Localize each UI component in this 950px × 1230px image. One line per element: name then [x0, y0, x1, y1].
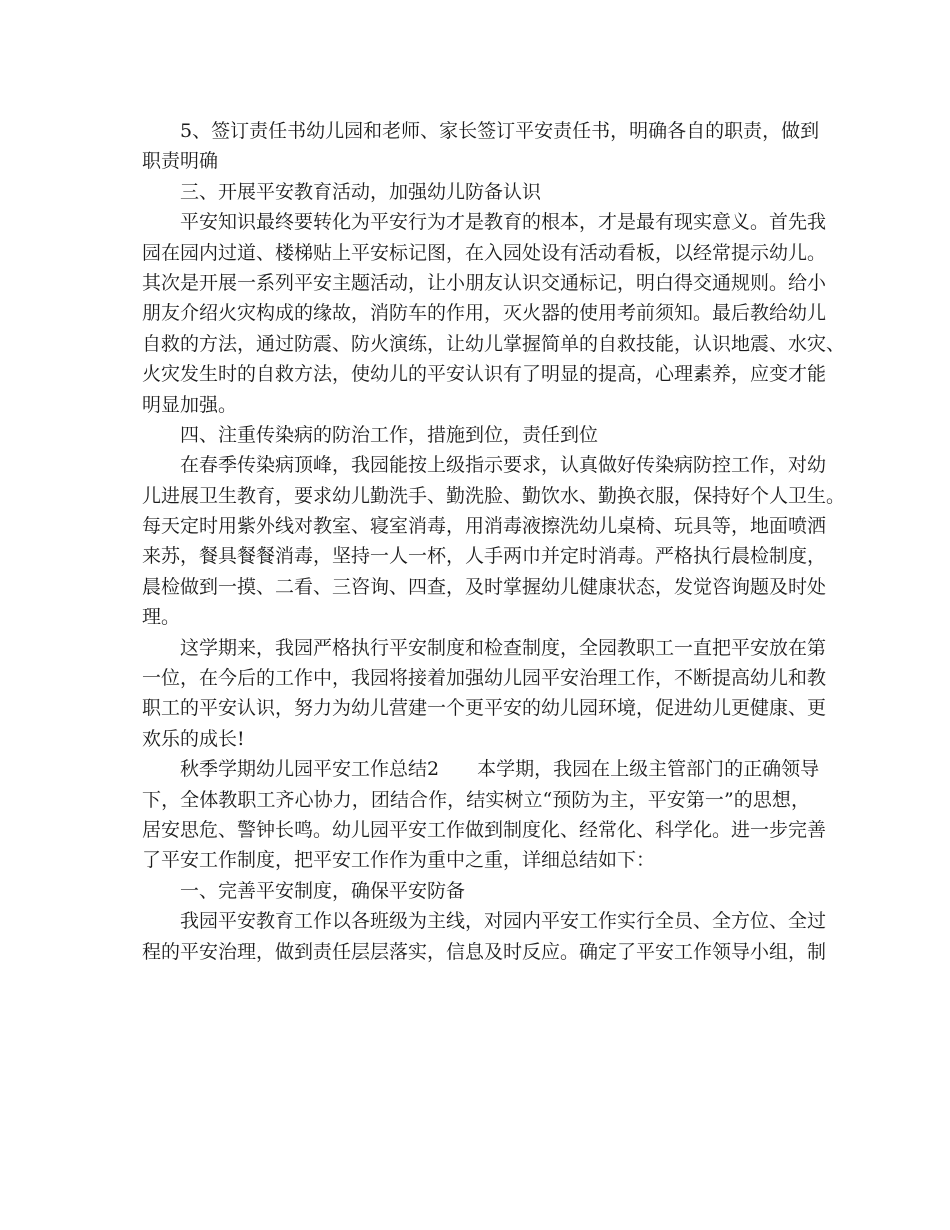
text-line: 理。	[142, 606, 181, 629]
text-line: 火灾发生时的自救方法，使幼儿的平安认识有了明显的提高，心理素养，应变才能	[142, 363, 827, 386]
text-line: 一、完善平安制度，确保平安防备	[180, 879, 466, 902]
text-line: 自救的方法，通过防震、防火演练，让幼儿掌握简单的自救技能，认识地震、水灾、	[142, 332, 846, 355]
text-line: 职工的平安认识，努力为幼儿营建一个更平安的幼儿园环境，促进幼儿更健康、更	[142, 697, 827, 720]
text-line: 园在园内过道、楼梯贴上平安标记图，在入园处设有活动看板，以经常提示幼儿。	[142, 241, 827, 264]
text-line: 这学期来，我园严格执行平安制度和检查制度，全园教职工一直把平安放在第	[180, 636, 827, 659]
text-line: 三、开展平安教育活动，加强幼儿防备认识	[180, 180, 542, 203]
text-line: 欢乐的成长!	[142, 727, 245, 750]
text-line: 朋友介绍火灾构成的缘故，消防车的作用，灭火器的使用考前须知。最后教给幼儿	[142, 302, 827, 325]
text-line: 5、签订责任书幼儿园和老师、家长签订平安责任书，明确各自的职责，做到	[180, 120, 820, 142]
text-line: 下，全体教职工齐心协力，团结合作，结实树立“预防为主，平安第一”的思想，	[142, 788, 810, 811]
text-line: 一位，在今后的工作中，我园将接着加强幼儿园平安治理工作，不断提高幼儿和教	[142, 667, 827, 690]
text-line: 四、注重传染病的防治工作，措施到位，责任到位	[180, 423, 599, 446]
text-line: 明显加强。	[142, 393, 238, 416]
text-line: 每天定时用紫外线对教室、寝室消毒，用消毒液擦洗幼儿桌椅、玩具等，地面喷洒	[142, 515, 827, 538]
text-line: 晨检做到一摸、二看、三咨询、四查，及时掌握幼儿健康状态，发觉咨询题及时处	[142, 575, 827, 598]
text-line: 程的平安治理，做到责任层层落实，信息及时反应。确定了平安工作领导小组，制	[142, 940, 827, 963]
document-page	[142, 116, 846, 967]
text-line: 职责明确	[142, 150, 219, 173]
text-line: 在春季传染病顶峰，我园能按上级指示要求，认真做好传染病防控工作，对幼	[180, 454, 827, 477]
text-line: 其次是开展一系列平安主题活动，让小朋友认识交通标记，明白得交通规则。给小	[142, 271, 827, 294]
text-line: 了平安工作制度，把平安工作作为重中之重，详细总结如下：	[142, 849, 656, 872]
text-line: 我园平安教育工作以各班级为主线，对园内平安工作实行全员、全方位、全过	[180, 910, 827, 933]
text-line: 秋季学期幼儿园平安工作总结2 本学期，我园在上级主管部门的正确领导	[180, 758, 820, 781]
text-line: 儿进展卫生教育，要求幼儿勤洗手、勤洗脸、勤饮水、勤换衣服，保持好个人卫生。	[142, 484, 846, 507]
text-line: 平安知识最终要转化为平安行为才是教育的根本，才是最有现实意义。首先我	[180, 211, 827, 234]
text-line: 来苏，餐具餐餐消毒，坚持一人一杯，人手两巾并定时消毒。严格执行晨检制度，	[142, 545, 827, 568]
text-line: 居安思危、警钟长鸣。幼儿园平安工作做到制度化、经常化、科学化。进一步完善	[142, 818, 827, 841]
